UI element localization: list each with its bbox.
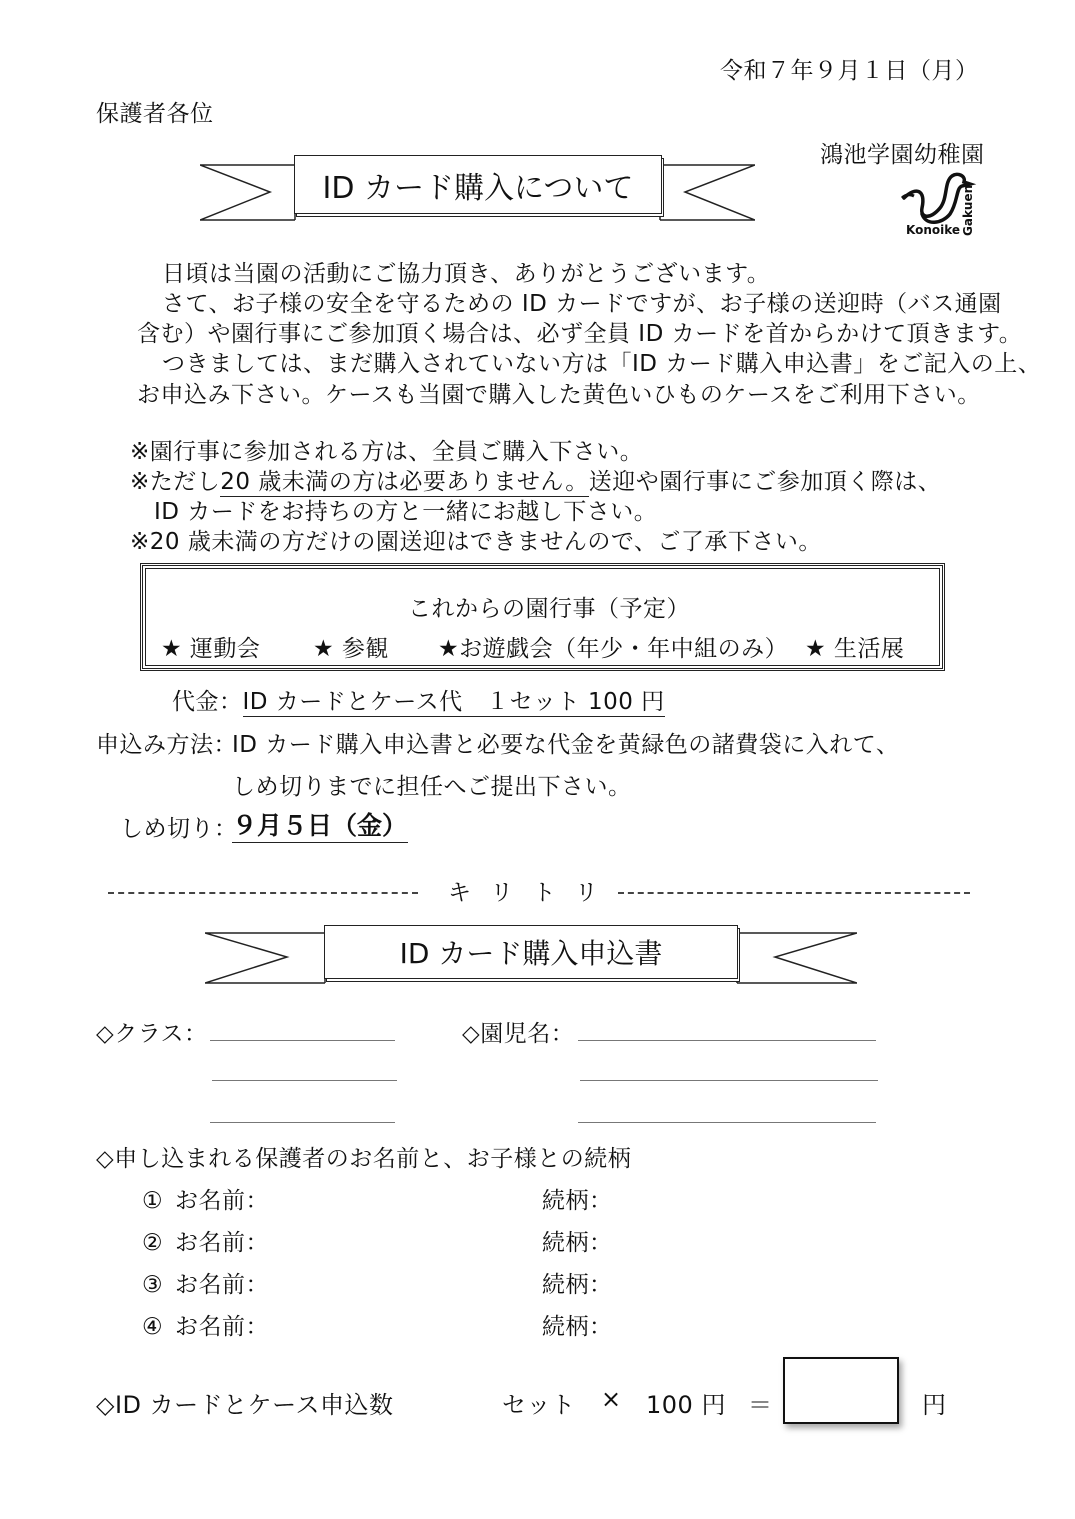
relationship-label: 続柄： bbox=[542, 1272, 613, 1298]
relationship-label: 続柄： bbox=[542, 1188, 613, 1214]
deadline-label: しめ切り： bbox=[120, 816, 238, 842]
method-line-2: しめ切りまでに担任へご提出下さい。 bbox=[232, 774, 632, 800]
child-name-field-line-2[interactable] bbox=[580, 1080, 878, 1081]
name-label: お名前： bbox=[174, 1188, 269, 1214]
name-label: お名前： bbox=[174, 1314, 269, 1340]
body-line-5: お申込み下さい。ケースも当園で購入した黄色いひものケースをご利用下さい。 bbox=[137, 382, 981, 408]
class-field-line-2[interactable] bbox=[212, 1080, 397, 1081]
name-label: お名前： bbox=[174, 1272, 269, 1298]
note-2-continued: ID カードをお持ちの方と一緒にお越し下さい。 bbox=[154, 499, 658, 525]
fee-value: ID カードとケース代 １セット 100 円 bbox=[242, 689, 665, 715]
fee-row bbox=[172, 683, 665, 716]
cut-line-right bbox=[618, 892, 970, 894]
class-field-line-3[interactable] bbox=[210, 1122, 395, 1123]
fee-label: 代金： bbox=[172, 689, 243, 715]
svg-text:Gakuen: Gakuen bbox=[961, 184, 975, 236]
cut-line-label: キ リ ト リ bbox=[448, 880, 604, 906]
body-line-4: つきましては、まだ購入されていない方は「ID カード購入申込書」をご記入の上、 bbox=[162, 351, 1042, 377]
body-line-1: 日頃は当園の活動にご協力頂き、ありがとうございます。 bbox=[162, 261, 771, 287]
note-2-suffix: 送迎や園行事にご参加頂く際は、 bbox=[588, 469, 942, 495]
yen-label: 円 bbox=[922, 1391, 947, 1419]
event-item: ★ 参観 bbox=[313, 636, 389, 662]
title-banner bbox=[200, 155, 755, 225]
row-number: ③ bbox=[142, 1272, 164, 1298]
child-name-field-line-1[interactable] bbox=[578, 1040, 876, 1041]
note-1: ※園行事に参加される方は、全員ご購入下さい。 bbox=[130, 439, 644, 465]
event-item: ★ 生活展 bbox=[805, 636, 905, 662]
name-label: お名前： bbox=[174, 1230, 269, 1256]
cut-line-left bbox=[108, 892, 418, 894]
event-item: ★ 運動会 bbox=[161, 636, 261, 662]
events-heading: これからの園行事（予定） bbox=[408, 596, 690, 622]
unit-price: 100 円 bbox=[646, 1391, 726, 1419]
equals-sign: ＝ bbox=[748, 1391, 773, 1419]
relationship-label: 続柄： bbox=[542, 1314, 613, 1340]
page-title: ID カード購入について bbox=[294, 155, 662, 214]
row-number: ④ bbox=[142, 1314, 164, 1340]
guardian-row-2 bbox=[142, 1224, 269, 1257]
note-3: ※20 歳未満の方だけの園送迎はできませんので、ご了承下さい。 bbox=[130, 529, 822, 555]
row-number: ② bbox=[142, 1230, 164, 1256]
times-sign: × bbox=[601, 1385, 622, 1413]
date-text: 令和７年９月１日（月） bbox=[720, 58, 979, 84]
guardian-heading: ◇申し込まれる保護者のお名前と、お子様との続柄 bbox=[96, 1146, 632, 1172]
note-2 bbox=[130, 463, 941, 496]
guardian-row-4 bbox=[142, 1308, 269, 1341]
event-item: ★お遊戯会（年少・年中組のみ） bbox=[438, 636, 789, 662]
addressee: 保護者各位 bbox=[96, 101, 214, 127]
note-2-prefix: ※ただし bbox=[130, 469, 221, 495]
relationship-label: 続柄： bbox=[542, 1230, 613, 1256]
deadline-value: ９月５日（金） bbox=[232, 806, 408, 843]
method-label: 申込み方法： bbox=[96, 732, 237, 758]
events-box bbox=[140, 563, 945, 671]
child-name-field-line-3[interactable] bbox=[578, 1122, 876, 1123]
sets-label: セット bbox=[502, 1391, 576, 1419]
body-line-3: 含む）や園行事にご参加頂く場合は、必ず全員 ID カードを首からかけて頂きます。 bbox=[137, 321, 1023, 347]
body-line-2: さて、お子様の安全を守るための ID カードですが、お子様の送迎時（バス通園 bbox=[162, 291, 1002, 317]
class-label: ◇クラス： bbox=[96, 1021, 208, 1047]
child-name-label: ◇園児名： bbox=[462, 1021, 575, 1047]
form-title-banner bbox=[205, 925, 857, 987]
school-logo bbox=[896, 168, 984, 240]
method-line-1: ID カード購入申込書と必要な代金を黄緑色の諸費袋に入れて、 bbox=[232, 732, 900, 758]
guardian-row-1 bbox=[142, 1182, 269, 1215]
note-2-underlined: 20 歳未満の方は必要ありません。 bbox=[220, 469, 589, 495]
bird-logo-icon bbox=[896, 168, 984, 240]
form-title: ID カード購入申込書 bbox=[324, 925, 738, 979]
school-name: 鴻池学園幼稚園 bbox=[820, 142, 985, 168]
row-number: ① bbox=[142, 1188, 164, 1214]
guardian-row-3 bbox=[142, 1266, 269, 1299]
count-label: ◇ID カードとケース申込数 bbox=[96, 1391, 394, 1419]
class-field-line-1[interactable] bbox=[210, 1040, 395, 1041]
svg-text:Konoike: Konoike bbox=[906, 223, 961, 237]
total-amount-box[interactable] bbox=[783, 1357, 899, 1424]
